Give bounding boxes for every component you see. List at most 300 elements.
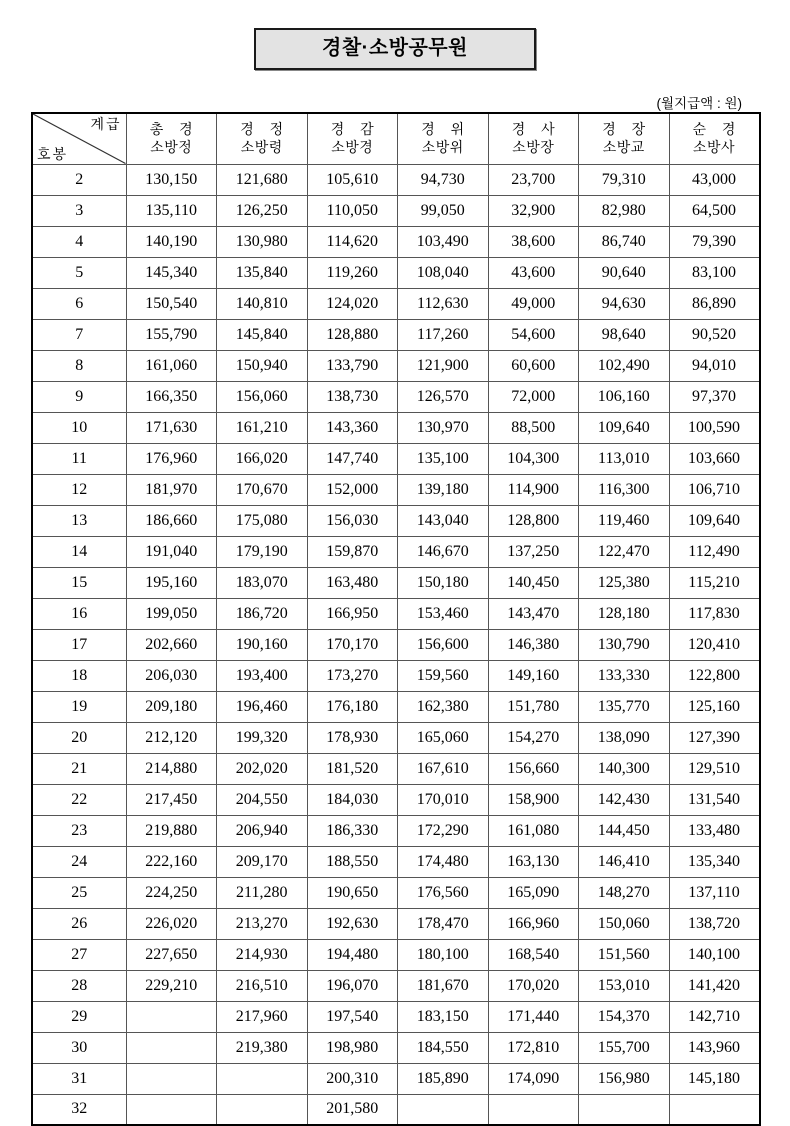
pay-cell: 173,270 bbox=[307, 660, 398, 691]
table-row bbox=[32, 226, 760, 257]
pay-cell: 166,960 bbox=[488, 908, 579, 939]
pay-cell: 166,020 bbox=[217, 443, 308, 474]
table-row bbox=[32, 195, 760, 226]
pay-cell: 202,020 bbox=[217, 753, 308, 784]
pay-cell: 97,370 bbox=[669, 381, 760, 412]
pay-cell: 190,650 bbox=[307, 877, 398, 908]
step-cell: 30 bbox=[32, 1032, 126, 1063]
column-header-superintendent bbox=[307, 113, 398, 164]
pay-cell: 172,810 bbox=[488, 1032, 579, 1063]
pay-cell: 83,100 bbox=[669, 257, 760, 288]
table-row bbox=[32, 784, 760, 815]
pay-cell: 116,300 bbox=[579, 474, 670, 505]
table-row bbox=[32, 319, 760, 350]
column-header-line1: 총 경 bbox=[149, 120, 199, 137]
table-row bbox=[32, 753, 760, 784]
pay-cell: 60,600 bbox=[488, 350, 579, 381]
pay-cell: 135,110 bbox=[126, 195, 217, 226]
pay-cell: 112,630 bbox=[398, 288, 489, 319]
pay-cell: 176,560 bbox=[398, 877, 489, 908]
pay-cell: 217,450 bbox=[126, 784, 217, 815]
pay-cell: 110,050 bbox=[307, 195, 398, 226]
pay-cell: 159,560 bbox=[398, 660, 489, 691]
pay-cell: 191,040 bbox=[126, 536, 217, 567]
pay-cell: 156,060 bbox=[217, 381, 308, 412]
step-cell: 9 bbox=[32, 381, 126, 412]
pay-cell: 135,100 bbox=[398, 443, 489, 474]
pay-cell: 109,640 bbox=[579, 412, 670, 443]
pay-cell: 174,090 bbox=[488, 1063, 579, 1094]
pay-cell: 108,040 bbox=[398, 257, 489, 288]
pay-cell: 86,740 bbox=[579, 226, 670, 257]
step-cell: 21 bbox=[32, 753, 126, 784]
column-header-assistant-inspector bbox=[488, 113, 579, 164]
pay-cell: 167,610 bbox=[398, 753, 489, 784]
pay-cell: 155,790 bbox=[126, 319, 217, 350]
pay-cell: 126,250 bbox=[217, 195, 308, 226]
pay-cell: 117,830 bbox=[669, 598, 760, 629]
pay-cell-empty bbox=[217, 1094, 308, 1125]
pay-cell: 125,380 bbox=[579, 567, 670, 598]
pay-cell: 106,710 bbox=[669, 474, 760, 505]
pay-cell: 156,660 bbox=[488, 753, 579, 784]
pay-cell-empty bbox=[126, 1094, 217, 1125]
pay-cell: 125,160 bbox=[669, 691, 760, 722]
pay-cell: 150,540 bbox=[126, 288, 217, 319]
pay-cell: 165,090 bbox=[488, 877, 579, 908]
pay-cell: 143,360 bbox=[307, 412, 398, 443]
pay-cell: 224,250 bbox=[126, 877, 217, 908]
pay-cell: 151,780 bbox=[488, 691, 579, 722]
pay-cell: 217,960 bbox=[217, 1001, 308, 1032]
pay-cell: 165,060 bbox=[398, 722, 489, 753]
pay-cell: 145,340 bbox=[126, 257, 217, 288]
pay-cell: 143,470 bbox=[488, 598, 579, 629]
step-cell: 18 bbox=[32, 660, 126, 691]
pay-cell: 135,840 bbox=[217, 257, 308, 288]
pay-cell: 206,030 bbox=[126, 660, 217, 691]
pay-cell: 216,510 bbox=[217, 970, 308, 1001]
pay-cell: 109,640 bbox=[669, 505, 760, 536]
pay-cell: 180,100 bbox=[398, 939, 489, 970]
pay-cell: 185,890 bbox=[398, 1063, 489, 1094]
title-box bbox=[254, 28, 536, 70]
pay-cell: 127,390 bbox=[669, 722, 760, 753]
column-header-line1: 순 경 bbox=[692, 120, 742, 137]
pay-cell: 94,010 bbox=[669, 350, 760, 381]
unit-note: (월지급액 : 원) bbox=[656, 96, 742, 111]
pay-cell-empty bbox=[398, 1094, 489, 1125]
pay-cell: 186,330 bbox=[307, 815, 398, 846]
pay-cell: 170,170 bbox=[307, 629, 398, 660]
pay-cell: 166,950 bbox=[307, 598, 398, 629]
pay-cell: 130,980 bbox=[217, 226, 308, 257]
column-header-line1: 경 장 bbox=[602, 120, 652, 137]
pay-cell: 140,450 bbox=[488, 567, 579, 598]
step-cell: 19 bbox=[32, 691, 126, 722]
pay-cell: 197,540 bbox=[307, 1001, 398, 1032]
pay-cell: 43,000 bbox=[669, 164, 760, 195]
column-header-inspector bbox=[398, 113, 489, 164]
page-title: 경찰·소방공무원 bbox=[322, 37, 468, 59]
pay-cell: 214,930 bbox=[217, 939, 308, 970]
step-cell: 4 bbox=[32, 226, 126, 257]
pay-cell: 88,500 bbox=[488, 412, 579, 443]
pay-cell: 146,380 bbox=[488, 629, 579, 660]
pay-cell: 170,020 bbox=[488, 970, 579, 1001]
pay-cell: 153,010 bbox=[579, 970, 670, 1001]
pay-cell: 229,210 bbox=[126, 970, 217, 1001]
table-row bbox=[32, 257, 760, 288]
pay-cell: 174,480 bbox=[398, 846, 489, 877]
pay-cell: 141,420 bbox=[669, 970, 760, 1001]
step-cell: 29 bbox=[32, 1001, 126, 1032]
pay-cell: 183,150 bbox=[398, 1001, 489, 1032]
column-header-line2: 소방교 bbox=[602, 138, 645, 155]
pay-cell: 170,010 bbox=[398, 784, 489, 815]
pay-cell: 100,590 bbox=[669, 412, 760, 443]
pay-cell: 133,790 bbox=[307, 350, 398, 381]
pay-cell: 204,550 bbox=[217, 784, 308, 815]
step-cell: 32 bbox=[32, 1094, 126, 1125]
column-header-line1: 경 사 bbox=[511, 120, 561, 137]
pay-cell: 211,280 bbox=[217, 877, 308, 908]
pay-cell: 219,880 bbox=[126, 815, 217, 846]
step-cell: 15 bbox=[32, 567, 126, 598]
pay-cell: 156,600 bbox=[398, 629, 489, 660]
pay-cell: 112,490 bbox=[669, 536, 760, 567]
pay-cell: 133,330 bbox=[579, 660, 670, 691]
pay-cell: 163,480 bbox=[307, 567, 398, 598]
table-row bbox=[32, 815, 760, 846]
pay-cell: 151,560 bbox=[579, 939, 670, 970]
pay-cell: 99,050 bbox=[398, 195, 489, 226]
pay-cell: 168,540 bbox=[488, 939, 579, 970]
pay-cell: 150,180 bbox=[398, 567, 489, 598]
pay-cell: 122,800 bbox=[669, 660, 760, 691]
pay-cell: 135,770 bbox=[579, 691, 670, 722]
table-row bbox=[32, 908, 760, 939]
table-row bbox=[32, 536, 760, 567]
table-row bbox=[32, 443, 760, 474]
pay-cell: 156,980 bbox=[579, 1063, 670, 1094]
table-row bbox=[32, 598, 760, 629]
pay-cell: 176,180 bbox=[307, 691, 398, 722]
pay-cell: 128,180 bbox=[579, 598, 670, 629]
column-header-senior-policeman bbox=[579, 113, 670, 164]
pay-cell: 144,450 bbox=[579, 815, 670, 846]
pay-cell: 163,130 bbox=[488, 846, 579, 877]
pay-cell: 146,670 bbox=[398, 536, 489, 567]
pay-cell: 194,480 bbox=[307, 939, 398, 970]
pay-cell: 38,600 bbox=[488, 226, 579, 257]
pay-cell: 158,900 bbox=[488, 784, 579, 815]
column-header-line1: 경 위 bbox=[421, 120, 471, 137]
table-row bbox=[32, 1063, 760, 1094]
step-cell: 27 bbox=[32, 939, 126, 970]
pay-cell: 139,180 bbox=[398, 474, 489, 505]
pay-cell: 114,900 bbox=[488, 474, 579, 505]
pay-cell: 86,890 bbox=[669, 288, 760, 319]
pay-cell: 162,380 bbox=[398, 691, 489, 722]
pay-cell: 166,350 bbox=[126, 381, 217, 412]
pay-cell: 105,610 bbox=[307, 164, 398, 195]
table-row bbox=[32, 1001, 760, 1032]
pay-cell: 179,190 bbox=[217, 536, 308, 567]
pay-cell: 161,060 bbox=[126, 350, 217, 381]
pay-cell: 198,980 bbox=[307, 1032, 398, 1063]
pay-cell: 199,050 bbox=[126, 598, 217, 629]
pay-cell: 152,000 bbox=[307, 474, 398, 505]
table-row bbox=[32, 722, 760, 753]
step-cell: 28 bbox=[32, 970, 126, 1001]
step-cell: 11 bbox=[32, 443, 126, 474]
step-cell: 12 bbox=[32, 474, 126, 505]
pay-cell: 222,160 bbox=[126, 846, 217, 877]
step-cell: 22 bbox=[32, 784, 126, 815]
pay-cell: 128,880 bbox=[307, 319, 398, 350]
pay-cell: 171,630 bbox=[126, 412, 217, 443]
table-row bbox=[32, 1094, 760, 1125]
column-header-line2: 소방경 bbox=[331, 138, 374, 155]
pay-cell: 90,640 bbox=[579, 257, 670, 288]
pay-cell: 153,460 bbox=[398, 598, 489, 629]
pay-cell-empty bbox=[126, 1032, 217, 1063]
column-header-line2: 소방사 bbox=[692, 138, 736, 155]
pay-cell: 124,020 bbox=[307, 288, 398, 319]
pay-cell: 90,520 bbox=[669, 319, 760, 350]
pay-cell: 130,970 bbox=[398, 412, 489, 443]
pay-cell-empty bbox=[217, 1063, 308, 1094]
table-row bbox=[32, 350, 760, 381]
pay-cell-empty bbox=[126, 1063, 217, 1094]
corner-rank-label: 계급 bbox=[90, 116, 122, 132]
pay-cell: 128,800 bbox=[488, 505, 579, 536]
pay-cell: 119,260 bbox=[307, 257, 398, 288]
pay-cell: 113,010 bbox=[579, 443, 670, 474]
pay-cell-empty bbox=[579, 1094, 670, 1125]
pay-cell: 121,900 bbox=[398, 350, 489, 381]
table-row bbox=[32, 412, 760, 443]
pay-cell: 212,120 bbox=[126, 722, 217, 753]
table-row bbox=[32, 939, 760, 970]
pay-cell: 199,320 bbox=[217, 722, 308, 753]
pay-cell: 115,210 bbox=[669, 567, 760, 598]
table-row bbox=[32, 567, 760, 598]
pay-cell: 94,730 bbox=[398, 164, 489, 195]
pay-cell: 201,580 bbox=[307, 1094, 398, 1125]
step-cell: 5 bbox=[32, 257, 126, 288]
pay-cell: 140,810 bbox=[217, 288, 308, 319]
pay-cell: 138,720 bbox=[669, 908, 760, 939]
pay-cell: 159,870 bbox=[307, 536, 398, 567]
pay-cell-empty bbox=[669, 1094, 760, 1125]
pay-cell: 186,720 bbox=[217, 598, 308, 629]
pay-cell: 122,470 bbox=[579, 536, 670, 567]
table-row bbox=[32, 877, 760, 908]
pay-cell: 195,160 bbox=[126, 567, 217, 598]
step-cell: 24 bbox=[32, 846, 126, 877]
table-row bbox=[32, 660, 760, 691]
step-cell: 3 bbox=[32, 195, 126, 226]
column-header-chief-superintendent bbox=[126, 113, 217, 164]
pay-cell: 131,540 bbox=[669, 784, 760, 815]
step-cell: 6 bbox=[32, 288, 126, 319]
pay-cell: 98,640 bbox=[579, 319, 670, 350]
pay-cell: 43,600 bbox=[488, 257, 579, 288]
pay-cell: 130,150 bbox=[126, 164, 217, 195]
pay-cell: 227,650 bbox=[126, 939, 217, 970]
step-cell: 14 bbox=[32, 536, 126, 567]
pay-cell: 72,000 bbox=[488, 381, 579, 412]
step-cell: 2 bbox=[32, 164, 126, 195]
pay-cell: 155,700 bbox=[579, 1032, 670, 1063]
pay-cell: 226,020 bbox=[126, 908, 217, 939]
pay-cell: 121,680 bbox=[217, 164, 308, 195]
pay-cell: 154,270 bbox=[488, 722, 579, 753]
pay-cell: 79,390 bbox=[669, 226, 760, 257]
column-header-line2: 소방령 bbox=[240, 138, 283, 155]
pay-cell: 142,430 bbox=[579, 784, 670, 815]
pay-cell: 148,270 bbox=[579, 877, 670, 908]
pay-cell: 184,550 bbox=[398, 1032, 489, 1063]
pay-cell: 196,070 bbox=[307, 970, 398, 1001]
column-header-line2: 소방정 bbox=[150, 138, 193, 155]
pay-cell: 214,880 bbox=[126, 753, 217, 784]
pay-cell: 143,040 bbox=[398, 505, 489, 536]
column-header-line2: 소방위 bbox=[421, 138, 464, 155]
pay-cell-empty bbox=[126, 1001, 217, 1032]
pay-cell: 219,380 bbox=[217, 1032, 308, 1063]
pay-cell: 188,550 bbox=[307, 846, 398, 877]
pay-cell: 146,410 bbox=[579, 846, 670, 877]
pay-cell: 178,470 bbox=[398, 908, 489, 939]
pay-cell: 181,670 bbox=[398, 970, 489, 1001]
title-banner bbox=[0, 28, 790, 70]
column-header-line2: 소방장 bbox=[512, 138, 555, 155]
table-row bbox=[32, 970, 760, 1001]
step-cell: 26 bbox=[32, 908, 126, 939]
pay-cell: 190,160 bbox=[217, 629, 308, 660]
pay-cell: 102,490 bbox=[579, 350, 670, 381]
pay-cell: 23,700 bbox=[488, 164, 579, 195]
pay-cell: 104,300 bbox=[488, 443, 579, 474]
table-row bbox=[32, 164, 760, 195]
pay-cell: 200,310 bbox=[307, 1063, 398, 1094]
table-row bbox=[32, 474, 760, 505]
pay-cell: 196,460 bbox=[217, 691, 308, 722]
pay-cell: 138,730 bbox=[307, 381, 398, 412]
table-row bbox=[32, 846, 760, 877]
pay-cell: 178,930 bbox=[307, 722, 398, 753]
pay-cell: 172,290 bbox=[398, 815, 489, 846]
pay-cell: 103,660 bbox=[669, 443, 760, 474]
pay-cell: 145,840 bbox=[217, 319, 308, 350]
pay-cell: 106,160 bbox=[579, 381, 670, 412]
pay-cell: 140,300 bbox=[579, 753, 670, 784]
pay-cell-empty bbox=[488, 1094, 579, 1125]
pay-cell: 145,180 bbox=[669, 1063, 760, 1094]
pay-cell: 94,630 bbox=[579, 288, 670, 319]
pay-cell: 171,440 bbox=[488, 1001, 579, 1032]
pay-cell: 206,940 bbox=[217, 815, 308, 846]
step-cell: 31 bbox=[32, 1063, 126, 1094]
pay-cell: 176,960 bbox=[126, 443, 217, 474]
step-cell: 17 bbox=[32, 629, 126, 660]
header-row bbox=[32, 113, 760, 164]
pay-cell: 175,080 bbox=[217, 505, 308, 536]
table-row bbox=[32, 1032, 760, 1063]
pay-cell: 130,790 bbox=[579, 629, 670, 660]
step-cell: 10 bbox=[32, 412, 126, 443]
pay-cell: 120,410 bbox=[669, 629, 760, 660]
step-cell: 25 bbox=[32, 877, 126, 908]
pay-cell: 184,030 bbox=[307, 784, 398, 815]
step-cell: 23 bbox=[32, 815, 126, 846]
pay-cell: 114,620 bbox=[307, 226, 398, 257]
pay-cell: 82,980 bbox=[579, 195, 670, 226]
column-header-policeman bbox=[669, 113, 760, 164]
step-cell: 7 bbox=[32, 319, 126, 350]
pay-cell: 150,060 bbox=[579, 908, 670, 939]
pay-cell: 192,630 bbox=[307, 908, 398, 939]
pay-table-container bbox=[31, 112, 759, 1126]
pay-cell: 126,570 bbox=[398, 381, 489, 412]
pay-cell: 202,660 bbox=[126, 629, 217, 660]
pay-cell: 135,340 bbox=[669, 846, 760, 877]
step-cell: 8 bbox=[32, 350, 126, 381]
pay-cell: 103,490 bbox=[398, 226, 489, 257]
table-row bbox=[32, 288, 760, 319]
pay-cell: 156,030 bbox=[307, 505, 398, 536]
pay-cell: 161,210 bbox=[217, 412, 308, 443]
pay-cell: 154,370 bbox=[579, 1001, 670, 1032]
step-cell: 16 bbox=[32, 598, 126, 629]
pay-cell: 209,180 bbox=[126, 691, 217, 722]
pay-cell: 119,460 bbox=[579, 505, 670, 536]
table-row bbox=[32, 505, 760, 536]
column-header-line1: 경 감 bbox=[330, 120, 380, 137]
corner-step-label: 호봉 bbox=[37, 145, 69, 162]
pay-cell: 193,400 bbox=[217, 660, 308, 691]
pay-cell: 32,900 bbox=[488, 195, 579, 226]
corner-header-cell bbox=[32, 113, 126, 164]
pay-cell: 49,000 bbox=[488, 288, 579, 319]
pay-cell: 213,270 bbox=[217, 908, 308, 939]
pay-cell: 183,070 bbox=[217, 567, 308, 598]
pay-cell: 138,090 bbox=[579, 722, 670, 753]
pay-cell: 143,960 bbox=[669, 1032, 760, 1063]
pay-cell: 161,080 bbox=[488, 815, 579, 846]
pay-cell: 117,260 bbox=[398, 319, 489, 350]
pay-table bbox=[31, 112, 761, 1126]
pay-cell: 147,740 bbox=[307, 443, 398, 474]
pay-cell: 79,310 bbox=[579, 164, 670, 195]
pay-cell: 186,660 bbox=[126, 505, 217, 536]
pay-cell: 149,160 bbox=[488, 660, 579, 691]
table-head bbox=[32, 113, 760, 164]
step-cell: 13 bbox=[32, 505, 126, 536]
pay-cell: 133,480 bbox=[669, 815, 760, 846]
pay-cell: 140,100 bbox=[669, 939, 760, 970]
pay-cell: 129,510 bbox=[669, 753, 760, 784]
table-row bbox=[32, 629, 760, 660]
pay-cell: 137,250 bbox=[488, 536, 579, 567]
pay-cell: 150,940 bbox=[217, 350, 308, 381]
pay-cell: 209,170 bbox=[217, 846, 308, 877]
table-row bbox=[32, 691, 760, 722]
pay-cell: 137,110 bbox=[669, 877, 760, 908]
